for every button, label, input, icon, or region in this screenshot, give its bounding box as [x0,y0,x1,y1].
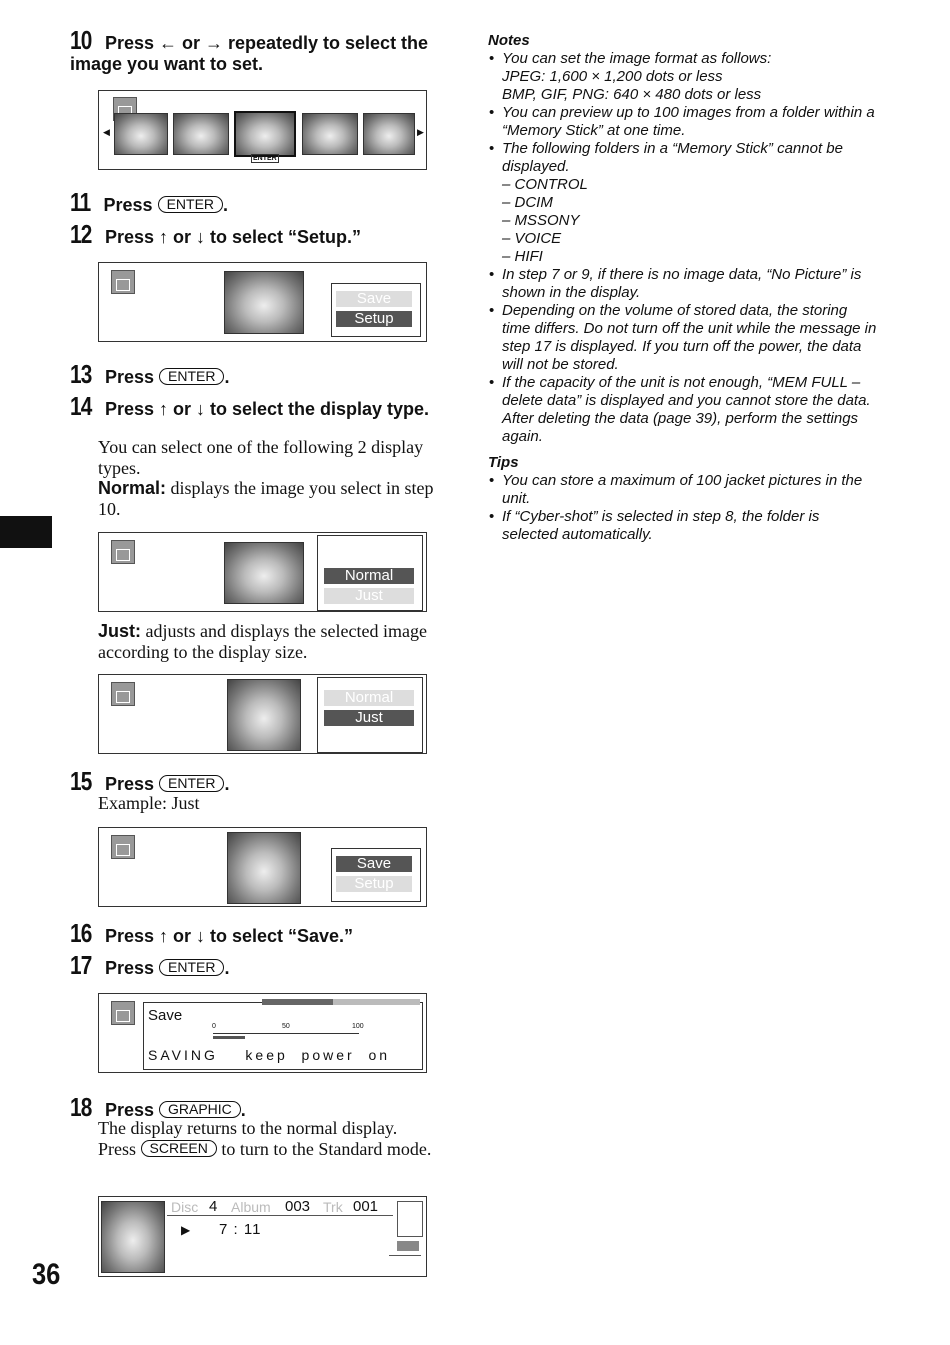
step-text: Press [104,774,154,794]
step-text: Press ↑ or ↓ to select “Setup.” [104,227,362,247]
folder-item: – HIFI [502,248,543,265]
note-item: • You can preview up to 100 images from a folder within a “Memory Stick” at one time. [502,104,878,140]
menu-box [331,283,421,337]
picture-icon [111,540,135,564]
scale-100: 100 [352,1023,364,1030]
menu-box [331,848,421,902]
saving-message: SAVING keep power on [148,1047,391,1063]
notes-section [488,32,878,544]
picture-icon [111,1001,135,1025]
graphic-icon [397,1241,419,1251]
normal-label: Normal: [98,478,167,498]
menu-setup: Setup [336,311,412,327]
menu-normal: Normal [324,568,414,584]
step-number: 17 [70,950,92,980]
note-text: BMP, GIF, PNG: 640 × 480 dots or less [502,86,762,103]
saving-screen [98,993,427,1073]
normal-desc: displays the image you select in step 10. [98,478,434,519]
just-desc [98,621,453,662]
step-11: 11 Press ENTER . [70,187,229,217]
jacket-image [101,1201,165,1273]
note-item [502,140,878,266]
example-screen [98,827,427,907]
just-label: Just: [98,621,142,641]
section-tab [0,516,52,548]
thumbnail [363,113,415,155]
tip-item: • You can store a maximum of 100 jacket pictures in the unit. [502,472,878,508]
folder-item: – MSSONY [502,212,580,229]
enter-button: ENTER [159,775,224,792]
disc-info-bar [167,1199,393,1216]
progress-track [262,999,420,1005]
note-text: • The following folders in a “Memory Stick” cannot be displayed. [502,140,843,175]
folder-item: – DCIM [502,194,553,211]
step-text: Press ↑ or ↓ to select the display type. [104,399,430,419]
step-number: 18 [70,1092,92,1122]
step-text: Press [104,958,154,978]
step-14 [70,391,440,421]
note-text: • You can set the image format as follows: [502,50,772,67]
thumbnail [114,113,168,155]
step-14-desc [98,437,453,519]
thumbnail [302,113,358,155]
menu-just: Just [324,588,414,604]
note-text: JPEG: 1,600 × 1,200 dots or less [502,68,723,85]
step-number: 10 [70,25,92,55]
step-10 [70,25,450,75]
step-number: 12 [70,219,92,249]
step-text: Press [103,195,153,215]
picture-icon [111,835,135,859]
normal-display-screen [98,1196,427,1277]
preview-image [224,542,304,604]
setup-screen [98,262,427,342]
step-16 [70,918,354,948]
note-item [502,50,878,104]
play-icon: ▶ [181,1223,191,1237]
folder-item: – VOICE [502,230,562,247]
example-text: Example: Just [98,793,200,813]
scale-line [213,1033,359,1034]
graphic-button: GRAPHIC [159,1101,241,1118]
just-desc-text: adjusts and displays the selected image according to the display size. [98,621,427,662]
step-text: Press [104,367,154,387]
menu-normal: Normal [324,690,414,706]
step-13: 13 Press ENTER . [70,359,230,389]
step-number: 11 [70,187,91,217]
normal-screen [98,532,427,612]
page-number: 36 [32,1258,61,1291]
desc-text: to turn to the Standard mode. [216,1138,432,1159]
picture-icon [111,270,135,294]
disc-number: 4 [209,1198,218,1215]
source-icon [397,1201,423,1237]
album-number: 003 [285,1198,311,1215]
scale-progress [213,1036,245,1039]
desc-text: You can select one of the following 2 display types. [98,437,424,478]
preview-image [227,679,301,751]
enter-button: ENTER [159,368,224,385]
saving-box [143,1002,423,1070]
saving-title: Save [148,1007,183,1024]
track-label: Trk [323,1199,343,1215]
elapsed-time: 7 : 11 [219,1221,262,1238]
menu-save: Save [336,856,412,872]
step-number: 16 [70,918,92,948]
note-item: • In step 7 or 9, if there is no image data, “No Picture” is shown in the display. [502,266,878,302]
thumbnail-selected [234,111,296,157]
notes-heading: Notes [488,32,530,49]
screen-button: SCREEN [141,1140,217,1157]
thumbnail-screen [98,90,427,170]
step-number: 13 [70,359,92,389]
step-18-desc [98,1118,453,1159]
note-item: • Depending on the volume of stored data, the storing time differs. Do not turn off the unit while the message in step 17 is displayed. If you turn off the power, the data will not be stored. [502,302,878,374]
list-icon [389,1255,421,1274]
enter-button: ENTER [158,196,223,213]
enter-button: ENTER [159,959,224,976]
step-17: 17 Press ENTER . [70,950,230,980]
menu-just: Just [324,710,414,726]
desc-text: Press [98,1138,137,1159]
step-text: Press ← or → repeatedly to select the image you want to set. [70,33,429,74]
preview-image [227,832,301,904]
preview-image [224,271,304,334]
step-text: Press [104,1100,154,1120]
step-15: 15 Press ENTER . [70,766,230,796]
progress-fill [262,999,333,1005]
step-text: Press ↑ or ↓ to select “Save.” [104,926,354,946]
thumbnail [173,113,229,155]
just-screen [98,674,427,754]
tips-heading: Tips [488,454,519,471]
step-18: 18 Press GRAPHIC . [70,1092,246,1122]
left-arrow-icon: ◀ [103,127,110,137]
menu-box [317,535,423,611]
step-12 [70,219,362,249]
right-arrow-icon: ▶ [417,127,424,137]
step-number: 15 [70,766,92,796]
step-number: 14 [70,391,92,421]
enter-label: ENTER [253,155,277,162]
scale-0: 0 [212,1023,216,1030]
menu-box [317,677,423,753]
picture-icon [111,682,135,706]
menu-setup: Setup [336,876,412,892]
disc-label: Disc [171,1199,199,1215]
tip-item: • If “Cyber-shot” is selected in step 8, the folder is selected automatically. [502,508,878,544]
track-number: 001 [353,1198,379,1215]
menu-save: Save [336,291,412,307]
scale-50: 50 [282,1023,290,1030]
desc-text: The display returns to the normal display. [98,1118,398,1138]
folder-item: – CONTROL [502,176,588,193]
note-item: • If the capacity of the unit is not enough, “MEM FULL – delete data” is displayed and you cannot store the data. After deleting the data (page 39), perform the settings again. [502,374,878,446]
album-label: Album [231,1199,271,1215]
